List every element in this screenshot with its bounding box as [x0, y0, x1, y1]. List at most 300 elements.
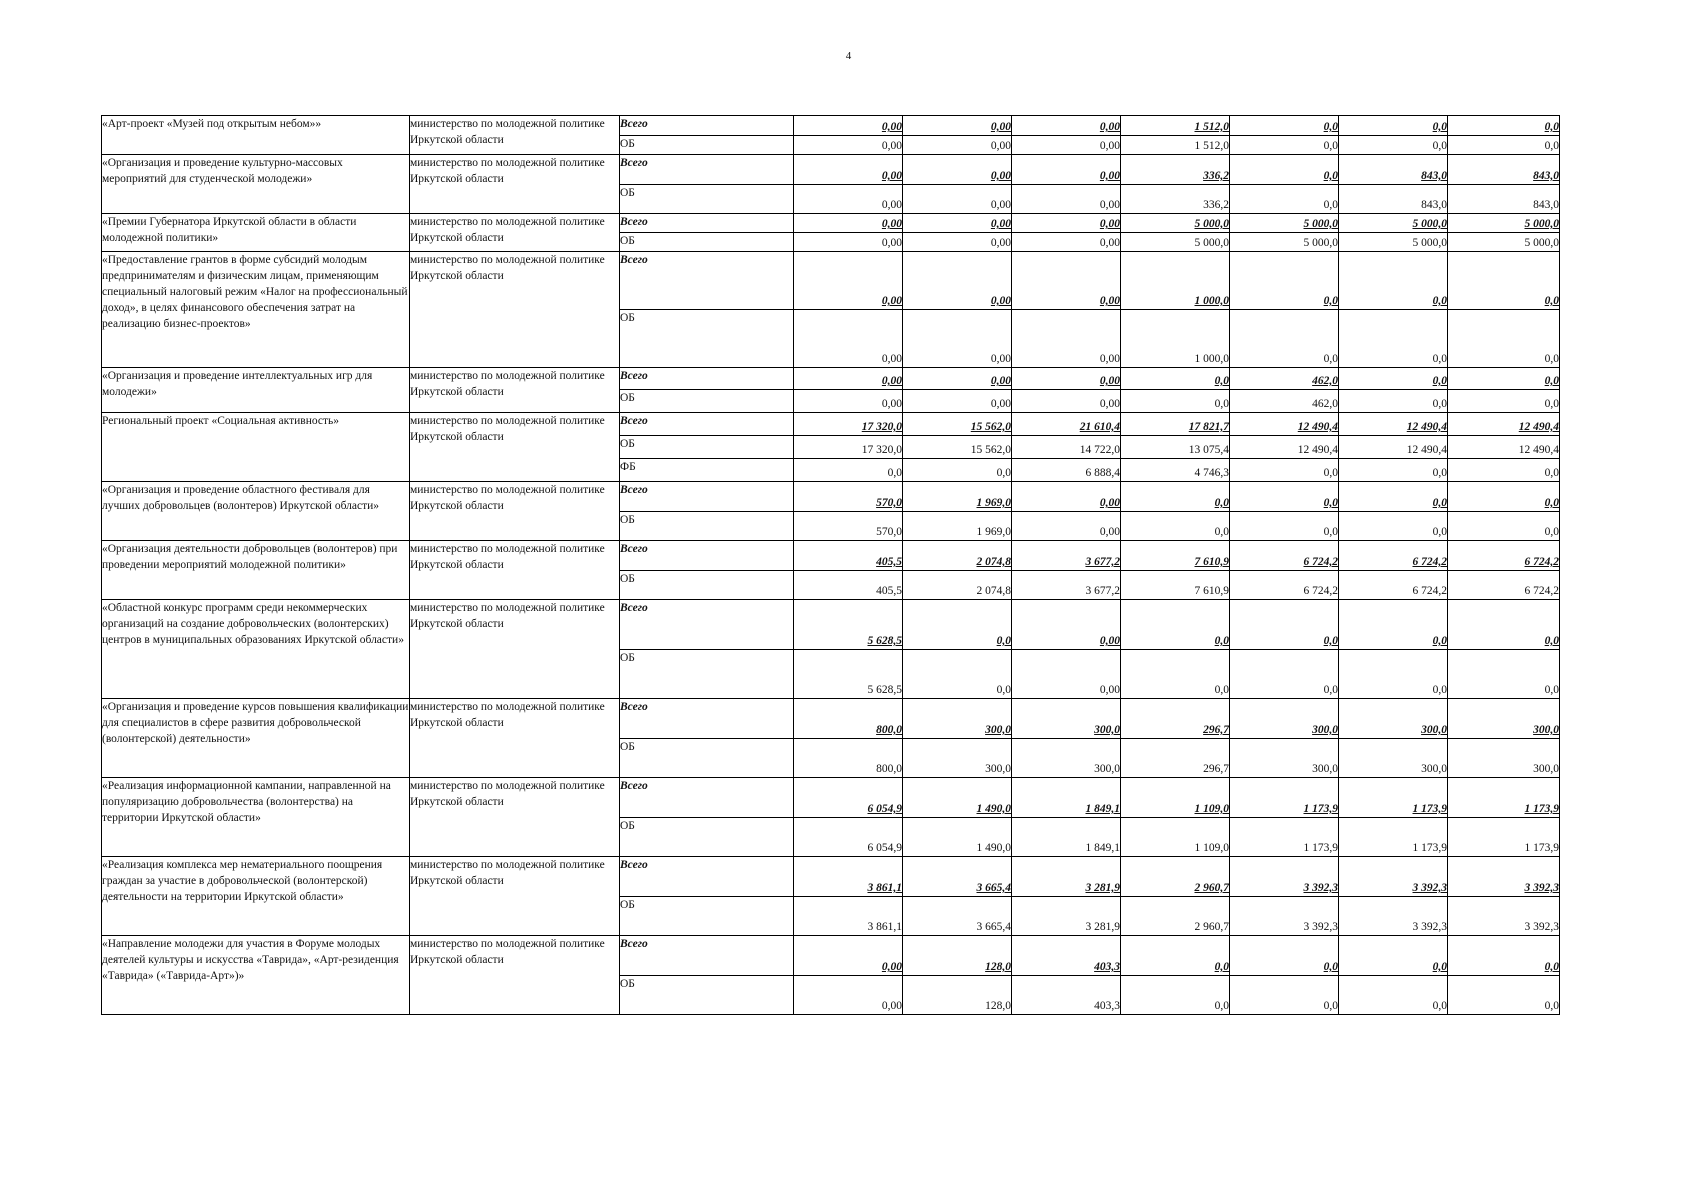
table-row	[102, 214, 1560, 233]
amount-value: 0,00	[1099, 199, 1120, 211]
amount-cell	[1121, 459, 1230, 482]
funding-source-cell: Всего	[620, 368, 794, 390]
measure-name-cell: «Организация и проведение культурно-массовых мероприятий для студенческой молодежи»	[102, 155, 410, 214]
amount-cell	[794, 252, 903, 310]
amount-value: 5 000,0	[1194, 218, 1229, 230]
amount-cell	[794, 857, 903, 897]
amount-cell	[1448, 310, 1560, 368]
amount-cell	[1339, 739, 1448, 778]
amount-cell	[903, 233, 1012, 252]
amount-cell	[1230, 897, 1339, 936]
amount-value: 1 969,0	[976, 497, 1011, 509]
amount-value: 128,0	[985, 1000, 1011, 1012]
amount-value: 0,0	[1432, 467, 1447, 479]
amount-cell	[1339, 185, 1448, 214]
amount-value: 2 960,7	[1194, 882, 1229, 894]
amount-value: 0,0	[1432, 295, 1447, 307]
amount-value: 405,5	[876, 556, 902, 568]
amount-value: 0,00	[881, 237, 902, 249]
amount-value: 3 392,3	[1303, 882, 1338, 894]
amount-cell	[1448, 699, 1560, 739]
amount-value: 300,0	[1421, 763, 1447, 775]
amount-value: 0,00	[990, 199, 1011, 211]
amount-value: 0,00	[990, 121, 1011, 133]
amount-cell	[1121, 116, 1230, 136]
amount-value: 12 490,4	[1406, 421, 1447, 433]
amount-cell	[1121, 136, 1230, 155]
amount-cell	[1339, 368, 1448, 390]
amount-value: 0,0	[1323, 526, 1338, 538]
amount-value: 6 724,2	[1412, 556, 1447, 568]
amount-cell	[1448, 650, 1560, 699]
table-row	[102, 482, 1560, 512]
amount-cell	[1012, 155, 1121, 185]
amount-cell	[903, 857, 1012, 897]
amount-value: 12 490,4	[1406, 444, 1447, 456]
amount-value: 128,0	[985, 961, 1011, 973]
amount-cell	[794, 136, 903, 155]
amount-cell	[1230, 699, 1339, 739]
amount-cell	[903, 436, 1012, 459]
amount-cell	[903, 936, 1012, 976]
funding-source-cell: Всего	[620, 857, 794, 897]
amount-cell	[903, 482, 1012, 512]
amount-value: 336,2	[1203, 170, 1229, 182]
amount-value: 15 562,0	[970, 444, 1011, 456]
amount-value: 296,7	[1203, 724, 1229, 736]
amount-cell	[1121, 541, 1230, 571]
amount-value: 0,0	[1432, 961, 1447, 973]
amount-cell	[794, 571, 903, 600]
amount-cell	[1230, 136, 1339, 155]
amount-value: 0,0	[1544, 635, 1559, 647]
amount-cell	[903, 459, 1012, 482]
amount-value: 0,00	[990, 295, 1011, 307]
amount-cell	[1230, 252, 1339, 310]
amount-cell	[1339, 976, 1448, 1015]
amount-cell	[1012, 571, 1121, 600]
amount-value: 0,0	[1544, 467, 1559, 479]
amount-value: 3 665,4	[976, 921, 1011, 933]
amount-value: 405,5	[876, 585, 902, 597]
amount-cell	[794, 541, 903, 571]
amount-value: 0,00	[881, 353, 902, 365]
funding-source-cell: Всего	[620, 413, 794, 436]
measure-name-cell: «Реализация информационной кампании, направленной на популяризацию добровольчества (волонтерства) на территории Иркутской области»	[102, 778, 410, 857]
amount-value: 0,0	[1544, 121, 1559, 133]
amount-cell	[1121, 214, 1230, 233]
amount-cell	[1012, 976, 1121, 1015]
amount-value: 1 173,9	[1412, 803, 1447, 815]
amount-value: 3 392,3	[1303, 921, 1338, 933]
amount-cell	[1012, 136, 1121, 155]
amount-value: 2 960,7	[1194, 921, 1229, 933]
executor-cell: министерство по молодежной политике Иркутской области	[410, 482, 620, 541]
amount-cell	[1448, 459, 1560, 482]
amount-cell	[1448, 252, 1560, 310]
amount-value: 0,00	[1099, 218, 1120, 230]
amount-value: 12 490,4	[1518, 421, 1559, 433]
amount-cell	[1230, 413, 1339, 436]
amount-value: 1 849,1	[1085, 842, 1120, 854]
amount-cell	[1448, 368, 1560, 390]
amount-cell	[794, 390, 903, 413]
budget-table	[101, 115, 1560, 1015]
amount-cell	[903, 699, 1012, 739]
funding-source-cell: Всего	[620, 116, 794, 136]
amount-value: 300,0	[985, 763, 1011, 775]
table-row	[102, 368, 1560, 390]
amount-cell	[1448, 185, 1560, 214]
amount-cell	[1121, 512, 1230, 541]
amount-value: 1 109,0	[1194, 842, 1229, 854]
amount-value: 1 173,9	[1524, 803, 1559, 815]
executor-cell: министерство по молодежной политике Иркутской области	[410, 116, 620, 155]
amount-value: 4 746,3	[1194, 467, 1229, 479]
amount-value: 1 490,0	[976, 803, 1011, 815]
amount-value: 0,00	[990, 398, 1011, 410]
amount-value: 843,0	[1421, 170, 1447, 182]
amount-cell	[794, 739, 903, 778]
amount-value: 0,0	[1214, 1000, 1229, 1012]
amount-cell	[1339, 116, 1448, 136]
amount-value: 0,0	[1544, 961, 1559, 973]
amount-value: 0,0	[1432, 635, 1447, 647]
amount-cell	[1339, 936, 1448, 976]
amount-value: 0,0	[1323, 199, 1338, 211]
funding-source-cell: ОБ	[620, 136, 794, 155]
amount-cell	[903, 897, 1012, 936]
amount-value: 1 000,0	[1194, 353, 1229, 365]
amount-value: 2 074,8	[976, 585, 1011, 597]
amount-value: 1 512,0	[1194, 140, 1229, 152]
amount-cell	[794, 185, 903, 214]
amount-value: 17 320,0	[861, 444, 902, 456]
amount-cell	[1012, 436, 1121, 459]
amount-cell	[903, 541, 1012, 571]
amount-value: 0,00	[990, 218, 1011, 230]
amount-cell	[1448, 390, 1560, 413]
amount-value: 300,0	[1312, 763, 1338, 775]
amount-value: 3 392,3	[1524, 882, 1559, 894]
table-row	[102, 699, 1560, 739]
amount-value: 0,0	[1432, 140, 1447, 152]
amount-value: 0,0	[1544, 497, 1559, 509]
amount-value: 300,0	[1533, 724, 1559, 736]
amount-value: 0,0	[1432, 121, 1447, 133]
measure-name-cell: «Предоставление грантов в форме субсидий молодым предпринимателям и физическим лицам, применяющим специальный налоговый режим «Налог на профессиональный доход», в целях финансового обеспечения затрат на реализацию бизнес-проектов»	[102, 252, 410, 368]
amount-value: 12 490,4	[1297, 421, 1338, 433]
amount-value: 570,0	[876, 497, 902, 509]
amount-value: 6 724,2	[1303, 556, 1338, 568]
amount-value: 0,0	[1323, 121, 1338, 133]
funding-source-cell: ФБ	[620, 459, 794, 482]
amount-cell	[1230, 818, 1339, 857]
amount-cell	[1121, 976, 1230, 1015]
amount-value: 6 724,2	[1524, 556, 1559, 568]
amount-cell	[1121, 739, 1230, 778]
amount-value: 1 173,9	[1524, 842, 1559, 854]
amount-value: 300,0	[1094, 724, 1120, 736]
amount-cell	[1339, 778, 1448, 818]
amount-value: 5 000,0	[1412, 218, 1447, 230]
executor-cell: министерство по молодежной политике Иркутской области	[410, 857, 620, 936]
amount-value: 296,7	[1203, 763, 1229, 775]
amount-cell	[794, 936, 903, 976]
amount-cell	[1339, 699, 1448, 739]
amount-value: 800,0	[876, 724, 902, 736]
amount-cell	[1448, 897, 1560, 936]
amount-value: 1 173,9	[1303, 803, 1338, 815]
executor-cell: министерство по молодежной политике Иркутской области	[410, 155, 620, 214]
amount-cell	[1012, 739, 1121, 778]
amount-value: 462,0	[1312, 398, 1338, 410]
amount-cell	[1339, 512, 1448, 541]
amount-cell	[1012, 650, 1121, 699]
funding-source-cell: Всего	[620, 541, 794, 571]
measure-name-cell: «Областной конкурс программ среди некоммерческих организаций на создание добровольческих (волонтерских) центров в муниципальных образованиях Иркутской области»	[102, 600, 410, 699]
amount-cell	[903, 600, 1012, 650]
funding-source-cell: Всего	[620, 482, 794, 512]
amount-value: 0,00	[1099, 170, 1120, 182]
amount-cell	[1339, 571, 1448, 600]
amount-value: 0,00	[1099, 237, 1120, 249]
funding-source-cell: ОБ	[620, 571, 794, 600]
amount-cell	[1339, 136, 1448, 155]
amount-cell	[1012, 600, 1121, 650]
funding-source-cell: Всего	[620, 214, 794, 233]
amount-cell	[1448, 600, 1560, 650]
amount-cell	[1230, 482, 1339, 512]
amount-cell	[1012, 512, 1121, 541]
amount-cell	[1339, 252, 1448, 310]
amount-cell	[1121, 310, 1230, 368]
amount-cell	[1012, 116, 1121, 136]
amount-value: 0,0	[1544, 398, 1559, 410]
funding-source-cell: Всего	[620, 600, 794, 650]
measure-name-cell: «Премии Губернатора Иркутской области в области молодежной политики»	[102, 214, 410, 252]
amount-value: 0,0	[996, 467, 1011, 479]
amount-value: 1 109,0	[1194, 803, 1229, 815]
amount-value: 0,0	[1323, 353, 1338, 365]
funding-source-cell: Всего	[620, 778, 794, 818]
amount-value: 6 888,4	[1085, 467, 1120, 479]
amount-cell	[1121, 368, 1230, 390]
amount-cell	[794, 699, 903, 739]
amount-value: 0,00	[881, 170, 902, 182]
amount-value: 15 562,0	[970, 421, 1011, 433]
amount-cell	[1339, 482, 1448, 512]
amount-value: 21 610,4	[1079, 421, 1120, 433]
amount-cell	[903, 214, 1012, 233]
amount-value: 300,0	[1312, 724, 1338, 736]
amount-cell	[903, 739, 1012, 778]
amount-value: 0,0	[1544, 295, 1559, 307]
amount-cell	[1012, 214, 1121, 233]
funding-source-cell: ОБ	[620, 233, 794, 252]
amount-value: 1 173,9	[1412, 842, 1447, 854]
amount-cell	[1121, 413, 1230, 436]
amount-cell	[1121, 857, 1230, 897]
amount-value: 0,00	[1099, 375, 1120, 387]
amount-value: 0,00	[881, 295, 902, 307]
amount-value: 0,00	[881, 121, 902, 133]
funding-source-cell: ОБ	[620, 185, 794, 214]
amount-value: 0,0	[1323, 140, 1338, 152]
amount-cell	[794, 436, 903, 459]
table-row	[102, 857, 1560, 897]
amount-cell	[1121, 436, 1230, 459]
amount-value: 0,0	[1432, 353, 1447, 365]
amount-cell	[903, 413, 1012, 436]
amount-value: 0,00	[1099, 526, 1120, 538]
amount-value: 3 861,1	[867, 882, 902, 894]
amount-value: 300,0	[985, 724, 1011, 736]
amount-value: 0,00	[1099, 353, 1120, 365]
amount-value: 403,3	[1094, 1000, 1120, 1012]
amount-value: 3 677,2	[1085, 556, 1120, 568]
amount-value: 0,0	[1432, 398, 1447, 410]
amount-cell	[1012, 699, 1121, 739]
amount-cell	[1448, 857, 1560, 897]
amount-cell	[1448, 413, 1560, 436]
amount-cell	[794, 116, 903, 136]
amount-cell	[1230, 778, 1339, 818]
amount-cell	[1448, 571, 1560, 600]
funding-source-cell: ОБ	[620, 390, 794, 413]
table-row	[102, 541, 1560, 571]
amount-value: 300,0	[1094, 763, 1120, 775]
amount-cell	[1121, 155, 1230, 185]
amount-cell	[1230, 233, 1339, 252]
executor-cell: министерство по молодежной политике Иркутской области	[410, 600, 620, 699]
amount-value: 0,0	[1323, 635, 1338, 647]
table-row	[102, 936, 1560, 976]
amount-cell	[1121, 650, 1230, 699]
amount-cell	[794, 778, 903, 818]
amount-value: 0,0	[1323, 684, 1338, 696]
amount-value: 0,0	[1214, 497, 1229, 509]
amount-value: 0,0	[1214, 526, 1229, 538]
amount-cell	[903, 778, 1012, 818]
table-row	[102, 116, 1560, 136]
amount-cell	[1230, 310, 1339, 368]
amount-value: 0,0	[1323, 961, 1338, 973]
amount-cell	[1448, 818, 1560, 857]
amount-cell	[1012, 413, 1121, 436]
amount-cell	[1012, 252, 1121, 310]
measure-name-cell: Региональный проект «Социальная активность»	[102, 413, 410, 482]
amount-cell	[903, 310, 1012, 368]
amount-cell	[903, 155, 1012, 185]
amount-cell	[1230, 936, 1339, 976]
amount-cell	[1230, 155, 1339, 185]
amount-cell	[903, 512, 1012, 541]
amount-value: 12 490,4	[1297, 444, 1338, 456]
amount-cell	[1339, 857, 1448, 897]
amount-cell	[1012, 778, 1121, 818]
amount-cell	[794, 214, 903, 233]
amount-cell	[1121, 936, 1230, 976]
amount-value: 300,0	[1421, 724, 1447, 736]
amount-cell	[1230, 541, 1339, 571]
measure-name-cell: «Организация деятельности добровольцев (волонтеров) при проведении мероприятий молодежной политики»	[102, 541, 410, 600]
amount-cell	[1012, 368, 1121, 390]
amount-cell	[903, 368, 1012, 390]
amount-value: 5 000,0	[1524, 237, 1559, 249]
amount-cell	[1339, 155, 1448, 185]
amount-value: 5 628,5	[867, 635, 902, 647]
amount-cell	[1339, 897, 1448, 936]
amount-value: 3 281,9	[1085, 882, 1120, 894]
executor-cell: министерство по молодежной политике Иркутской области	[410, 413, 620, 482]
amount-value: 800,0	[876, 763, 902, 775]
amount-cell	[903, 390, 1012, 413]
amount-cell	[794, 818, 903, 857]
amount-value: 0,0	[1214, 635, 1229, 647]
amount-cell	[1339, 310, 1448, 368]
amount-cell	[1230, 116, 1339, 136]
amount-value: 0,00	[1099, 295, 1120, 307]
amount-cell	[1230, 368, 1339, 390]
amount-cell	[1012, 897, 1121, 936]
measure-name-cell: «Арт-проект «Музей под открытым небом»»	[102, 116, 410, 155]
amount-cell	[1121, 571, 1230, 600]
amount-cell	[1230, 976, 1339, 1015]
amount-cell	[1448, 541, 1560, 571]
amount-value: 0,0	[1214, 961, 1229, 973]
amount-value: 0,0	[996, 684, 1011, 696]
amount-cell	[1012, 390, 1121, 413]
amount-value: 7 610,9	[1194, 585, 1229, 597]
amount-cell	[903, 650, 1012, 699]
amount-cell	[903, 116, 1012, 136]
amount-cell	[1448, 482, 1560, 512]
amount-value: 17 320,0	[861, 421, 902, 433]
amount-value: 0,0	[1432, 526, 1447, 538]
amount-cell	[1448, 936, 1560, 976]
amount-value: 0,00	[1099, 635, 1120, 647]
amount-cell	[1121, 233, 1230, 252]
amount-value: 0,00	[990, 140, 1011, 152]
amount-value: 3 392,3	[1412, 921, 1447, 933]
amount-cell	[1121, 818, 1230, 857]
amount-value: 0,0	[1544, 353, 1559, 365]
funding-source-cell: Всего	[620, 936, 794, 976]
amount-value: 5 000,0	[1303, 237, 1338, 249]
executor-cell: министерство по молодежной политике Иркутской области	[410, 936, 620, 1015]
amount-value: 0,0	[1214, 684, 1229, 696]
amount-value: 0,00	[881, 140, 902, 152]
amount-value: 0,0	[1544, 1000, 1559, 1012]
amount-value: 3 677,2	[1085, 585, 1120, 597]
amount-cell	[1448, 976, 1560, 1015]
measure-name-cell: «Организация и проведение интеллектуальных игр для молодежи»	[102, 368, 410, 413]
amount-value: 0,0	[1432, 684, 1447, 696]
amount-cell	[1230, 390, 1339, 413]
amount-value: 5 000,0	[1194, 237, 1229, 249]
amount-value: 336,2	[1203, 199, 1229, 211]
funding-source-cell: ОБ	[620, 436, 794, 459]
measure-name-cell: «Организация и проведение областного фестиваля для лучших добровольцев (волонтеров) Иркутской области»	[102, 482, 410, 541]
amount-value: 5 000,0	[1524, 218, 1559, 230]
amount-cell	[903, 571, 1012, 600]
amount-value: 0,00	[881, 199, 902, 211]
amount-value: 0,0	[1323, 497, 1338, 509]
amount-cell	[1448, 136, 1560, 155]
amount-value: 1 000,0	[1194, 295, 1229, 307]
amount-cell	[1121, 600, 1230, 650]
